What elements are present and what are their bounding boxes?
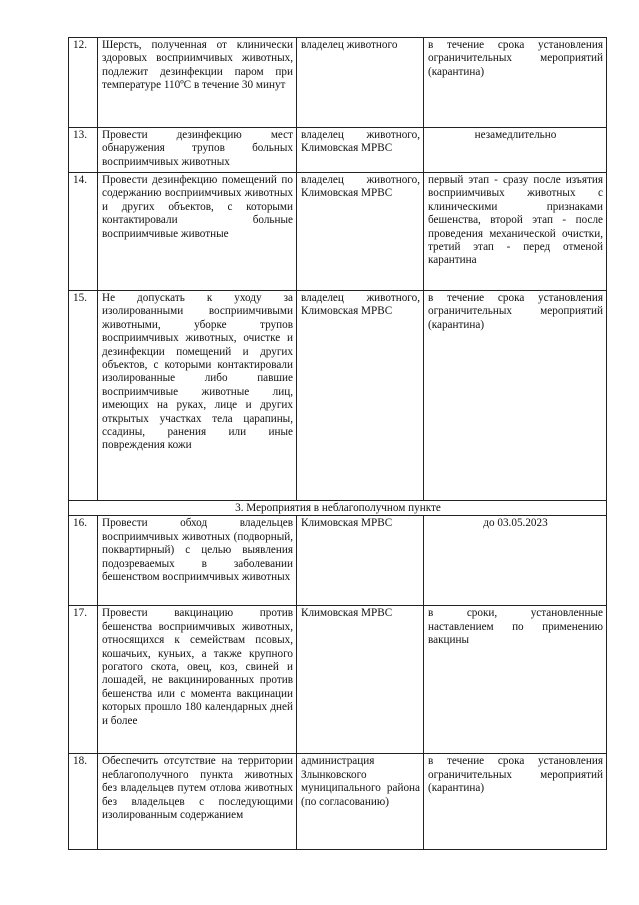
measures-table — [68, 37, 607, 850]
table-row — [69, 173, 607, 291]
row-term: в сроки, установленные наставлением по применению вакцины — [424, 606, 607, 754]
row-responsible: владелец животного, Климовская МРВС — [297, 173, 424, 291]
table-row — [69, 128, 607, 173]
row-responsible: Климовская МРВС — [297, 516, 424, 606]
row-responsible: владелец животного, Климовская МРВС — [297, 128, 424, 173]
row-term: в течение срока установления ограничительных мероприятий (карантина) — [424, 754, 607, 850]
row-action: Не допускать к уходу за изолированными восприимчивыми животными, уборке трупов восприимчивых животных, очистке и дезинфекции помещений и других объектов, с которыми контактировали изолированные либо павшие восприимчивые животные лиц, имеющих на руках, лице и других открытых участках тела царапины, ссадины, ранения или иные повреждения кожи — [98, 291, 297, 501]
table-row — [69, 291, 607, 501]
row-term: незамедлительно — [424, 128, 607, 173]
table-row — [69, 606, 607, 754]
row-number: 15. — [69, 291, 98, 501]
table-row — [69, 38, 607, 128]
row-term: в течение срока установления ограничительных мероприятий (карантина) — [424, 291, 607, 501]
row-number: 16. — [69, 516, 98, 606]
row-number: 18. — [69, 754, 98, 850]
row-responsible: Климовская МРВС — [297, 606, 424, 754]
row-term: первый этап - сразу после изъятия восприимчивых животных с клиническими признаками бешенства, второй этап - после проведения механической очистки, третий этап - перед отменой карантина — [424, 173, 607, 291]
row-action: Обеспечить отсутствие на территории неблагополучного пункта животных без владельцев путем отлова животных без владельцев с последующими изолированным содержанием — [98, 754, 297, 850]
row-action: Провести дезинфекцию мест обнаружения трупов больных восприимчивых животных — [98, 128, 297, 173]
row-responsible: владелец животного — [297, 38, 424, 128]
row-responsible: администрация Злынковского муниципального района (по согласованию) — [297, 754, 424, 850]
row-action: Провести обход владельцев восприимчивых животных (подворный, поквартирный) с целью выявления подозреваемых в заболевании бешенством восприимчивых животных — [98, 516, 297, 606]
row-number: 13. — [69, 128, 98, 173]
section-title: 3. Мероприятия в неблагополучном пункте — [69, 501, 607, 516]
row-number: 17. — [69, 606, 98, 754]
row-number: 12. — [69, 38, 98, 128]
row-action: Провести дезинфекцию помещений по содержанию восприимчивых животных и других объектов, с которыми контактировали больные восприимчивые животные — [98, 173, 297, 291]
table-row — [69, 754, 607, 850]
row-term: до 03.05.2023 — [424, 516, 607, 606]
table-row — [69, 516, 607, 606]
row-responsible: владелец животного, Климовская МРВС — [297, 291, 424, 501]
row-number: 14. — [69, 173, 98, 291]
row-term: в течение срока установления ограничительных мероприятий (карантина) — [424, 38, 607, 128]
row-action: Провести вакцинацию против бешенства восприимчивых животных, относящихся к семействам псовых, кошачьих, куньих, а также крупного рогатого скота, овец, коз, свиней и лошадей, не вакцинированных против бешенства или с момента вакцинации которых прошло 180 календарных дней и более — [98, 606, 297, 754]
row-action: Шерсть, полученная от клинически здоровых восприимчивых животных, подлежит дезинфекции паром при температуре 110ºС в течение 30 минут — [98, 38, 297, 128]
section-row — [69, 501, 607, 516]
